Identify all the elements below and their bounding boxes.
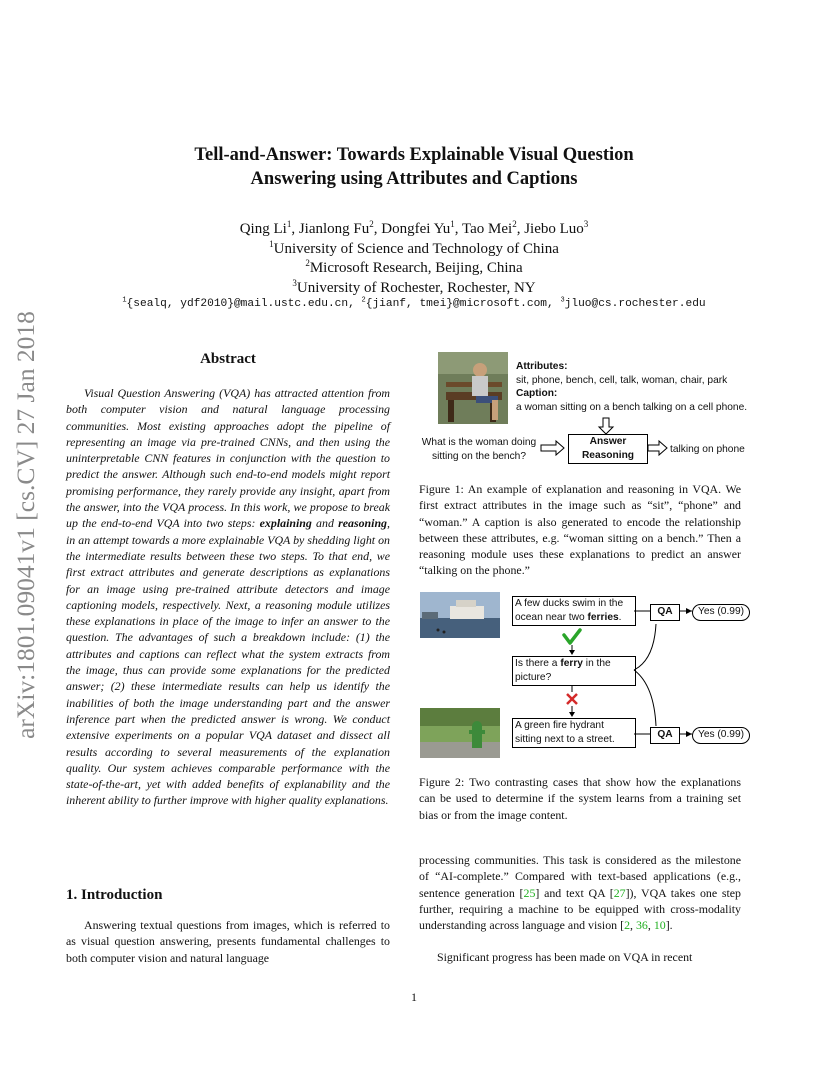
check-icon [564, 630, 580, 655]
paper-title [0, 143, 828, 191]
email: {sealq, ydf2010}@mail.ustc.edu.cn, [126, 298, 362, 310]
arxiv-stamp [8, 290, 44, 760]
body-text: ]), VQA takes one step further, requiring a machine to be equipped with cross-modality understanding across language and vision [ [419, 885, 741, 933]
author-name: , Jianlong Fu [291, 221, 370, 237]
question-text: in the picture? [515, 658, 611, 683]
body-text: ] and text QA [ [535, 885, 614, 900]
affiliation-sup: 3 [292, 277, 297, 288]
author-list [0, 220, 828, 240]
citation-link[interactable]: 10 [653, 918, 666, 933]
affiliation [0, 279, 828, 299]
abstract-text: Visual Question Answering (VQA) has attracted attention from both computer vision and natural language processing communities. Most existing approaches adopt the pipeline of representing an image via pre-trained CNNs, and then using the uninterpretable CNN features in conjunction with the question to predict the answer. Although such end-to-end models might report promising performance, they rarely provide any insight, apart from the answer, into the VQA process. In this work, we propose to break up the end-to-end VQA into two steps: [66, 386, 390, 531]
caption-text: A few ducks swim in the ocean near two [515, 598, 624, 623]
caption-text: a woman sitting on a bench talking on a cell phone. [516, 401, 748, 413]
body-text: , [630, 918, 636, 933]
cross-icon [567, 686, 577, 717]
abstract-text: and [311, 516, 339, 531]
figure-1-answer: talking on phone [670, 444, 745, 455]
abstract-heading: Abstract [200, 351, 256, 367]
citation-link[interactable]: 2 [624, 918, 631, 933]
affiliation-name: University of Science and Technology of China [273, 240, 559, 257]
caption-emphasis: ferries [587, 611, 619, 623]
email: {jianf, tmei}@microsoft.com, [365, 298, 561, 310]
title-line-2: Answering using Attributes and Captions [250, 169, 578, 189]
attributes-label: Attributes: [516, 361, 568, 372]
affiliation [0, 259, 828, 279]
author-sup: 1 [286, 219, 292, 229]
title-line-1: Tell-and-Answer: Towards Explainable Visual Question [194, 145, 634, 165]
answer-badge-1: Yes (0.99) [692, 604, 750, 621]
box-line: Reasoning [581, 449, 635, 461]
answer-reasoning-box [568, 434, 648, 464]
author-emails [0, 298, 828, 310]
author-sup: 3 [583, 219, 589, 229]
author-sup: 2 [512, 219, 517, 229]
author-block [0, 220, 828, 298]
abstract-emphasis: reasoning [338, 516, 388, 531]
author-sup: 1 [450, 219, 455, 229]
author-sup: 2 [369, 219, 374, 229]
citation-link[interactable]: 25 [523, 885, 536, 900]
question-line: sitting on the bench? [431, 450, 527, 462]
citation-link[interactable]: 27 [613, 885, 626, 900]
affiliation-sup: 1 [269, 238, 274, 249]
citation-link[interactable]: 36 [635, 918, 648, 933]
caption-text: . [618, 611, 622, 623]
box-line: Answer [589, 436, 627, 447]
arxiv-stamp-text: arXiv:1801.09041v1 [cs.CV] 27 Jan 2018 [11, 311, 40, 739]
abstract-body [66, 385, 390, 809]
qa-box-2: QA [650, 727, 680, 744]
body-paragraph: Significant progress has been made on VQA in recent [437, 950, 693, 964]
body-text: ]. [665, 918, 673, 933]
author-name: , Dongfei Yu [373, 221, 451, 237]
abstract-emphasis: explaining [259, 516, 312, 531]
intro-heading: 1. Introduction [66, 887, 163, 903]
figure-2-caption: Figure 2: Two contrasting cases that show how the explanations can be used to determine if the system learns from a training set bias or from the image content. [419, 775, 741, 822]
caption-label: Caption: [516, 388, 558, 399]
attributes-text: sit, phone, bench, cell, talk, woman, chair, park [516, 374, 728, 386]
affiliation-sup: 2 [305, 258, 310, 268]
intro-continued-paragraph [419, 852, 741, 933]
author-name: , Jiebo Luo [516, 221, 584, 237]
question-text: Is there a [515, 658, 561, 669]
author-name: , Tao Mei [454, 221, 513, 237]
email: jluo@cs.rochester.edu [564, 298, 706, 310]
figure-1-question [414, 436, 544, 463]
question-line: What is the woman doing [421, 437, 537, 448]
email-sup: 2 [361, 296, 366, 305]
figure-1-caption: Figure 1: An example of explanation and reasoning in VQA. We first extract attributes in the image such as “sit”, “phone” and “woman.” A caption is also generated to encode the relationship between these attributes, e.g. “woman sitting on a bench.” Then a reasoning module uses these explanations to predict an answer “talking on the phone.” [419, 482, 741, 578]
figure-2 [418, 590, 758, 760]
affiliation [0, 240, 828, 260]
answer-badge-2: Yes (0.99) [692, 727, 750, 744]
email-sup: 3 [560, 296, 565, 305]
qa-box-1: QA [650, 604, 680, 621]
author-name: Qing Li [239, 221, 287, 237]
page-number: 1 [411, 990, 417, 1004]
affiliation-name: Microsoft Research, Beijing, China [309, 260, 523, 276]
intro-paragraph: Answering textual questions from images, which is referred to as visual question answering, presents fundamental challenges to both computer vision and natural language [66, 918, 390, 965]
question-emphasis: ferry [560, 658, 583, 669]
email-sup: 1 [122, 296, 127, 305]
abstract-text: , in an attempt towards a more explainable VQA by shedding light on the intermediate results between these two steps. To that end, we first extract attributes and generate descriptions as explanations for an image using pre-trained attribute detectors and image captioning models, respectively. Next, a reasoning module utilizes these explanations in place of the image to infer an answer to the question. The advantages of such a breakdown include: (1) the attributes and captions can reflect what the system extracts from the image, thus can provide some explanations for the predicted answer; (2) these intermediate results can help us identify the inabilities of both the image understanding part and the answer inference part when the predicted answer is wrong. We conduct extensive experiments on a popular VQA dataset and dissect all results according to several measurements of the explanation quality. Our system achieves comparable performance with the state-of-the-art, yet with added benefits of explanability and the inherent ability to further improve with higher quality explanations. [66, 516, 390, 808]
body-text: processing communities. This task is considered as the milestone of “AI-complete.” Compared with text-based applications (e.g., sentence generation [ [419, 853, 741, 900]
body-text: , [647, 918, 654, 933]
figure-1 [410, 350, 750, 470]
caption-box-hydrant: A green fire hydrant sitting next to a street. [512, 718, 636, 748]
affiliation-name: University of Rochester, Rochester, NY [296, 279, 536, 296]
